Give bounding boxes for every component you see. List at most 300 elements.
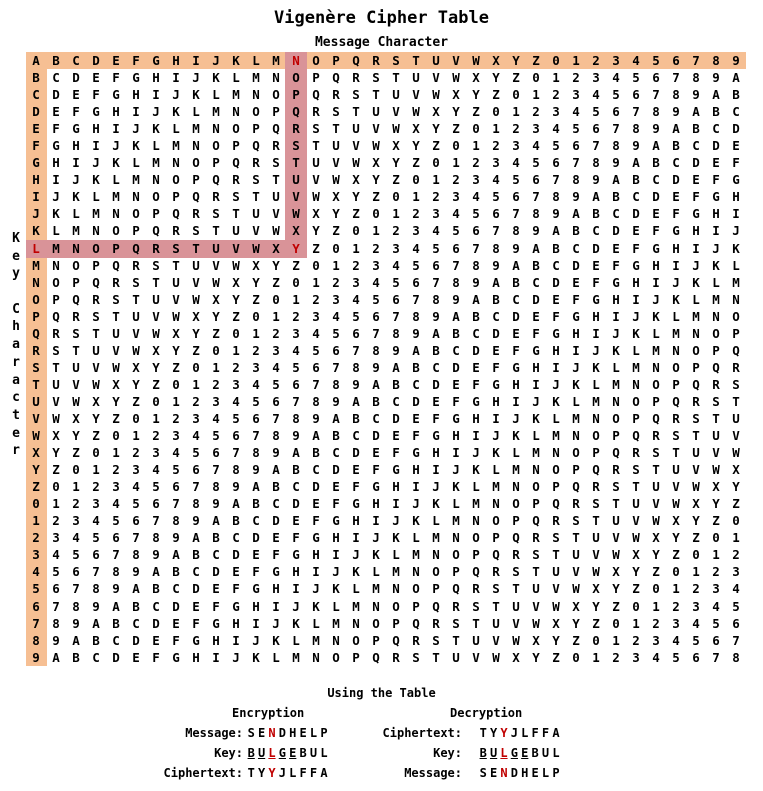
table-cell: I	[52, 172, 60, 188]
table-cell: G	[172, 649, 180, 665]
table-cell: 3	[552, 104, 560, 120]
table-cell: T	[432, 649, 440, 665]
table-cell: 0	[712, 530, 720, 546]
table-cell: 0	[232, 325, 240, 341]
table-cell: E	[512, 325, 520, 341]
table-cell: 2	[132, 445, 140, 461]
table-cell: Q	[652, 410, 660, 426]
table-cell: H	[712, 206, 720, 222]
table-cell: U	[232, 223, 240, 239]
table-cell: C	[552, 257, 560, 273]
table-cell: M	[52, 240, 60, 256]
table-cell: 4	[172, 445, 180, 461]
table-cell: W	[92, 376, 100, 392]
table-cell: 1	[692, 564, 700, 580]
table-cell: 1	[392, 206, 400, 222]
table-cell: 6	[452, 240, 460, 256]
chart-title: Vigenère Cipher Table	[274, 8, 489, 28]
table-cell: 1	[672, 581, 680, 597]
table-cell: Y	[532, 649, 540, 665]
key-header-cell: 1	[32, 513, 40, 529]
table-cell: 6	[292, 376, 300, 392]
table-cell: B	[612, 189, 620, 205]
table-cell: W	[52, 410, 60, 426]
table-cell: I	[352, 530, 360, 546]
table-cell: 9	[612, 155, 620, 171]
key-header-cell: N	[32, 274, 40, 290]
table-cell: O	[92, 240, 100, 256]
table-cell: 8	[632, 121, 640, 137]
sequence-letter: S	[479, 766, 487, 780]
table-cell: Z	[452, 121, 460, 137]
table-cell: P	[472, 547, 480, 563]
table-cell: A	[192, 530, 200, 546]
table-cell: P	[612, 428, 620, 444]
table-cell: T	[732, 393, 740, 409]
sequence-letter: D	[510, 766, 518, 780]
sequence-letter: B	[299, 746, 307, 760]
table-cell: I	[92, 138, 100, 154]
table-cell: P	[272, 104, 280, 120]
table-cell: T	[212, 223, 220, 239]
table-cell: 6	[112, 530, 120, 546]
table-cell: O	[112, 223, 120, 239]
table-cell: P	[52, 291, 60, 307]
sequence-letter: T	[247, 766, 255, 780]
table-cell: G	[452, 410, 460, 426]
table-cell: 1	[212, 359, 220, 375]
table-cell: Z	[192, 342, 200, 358]
table-cell: 0	[172, 376, 180, 392]
table-cell: 2	[612, 649, 620, 665]
table-cell: 0	[632, 598, 640, 614]
table-cell: 5	[292, 359, 300, 375]
table-cell: W	[712, 462, 720, 478]
table-cell: Y	[92, 410, 100, 426]
table-cell: R	[632, 445, 640, 461]
table-cell: C	[52, 70, 60, 86]
table-cell: J	[492, 428, 500, 444]
table-cell: G	[412, 445, 420, 461]
table-cell: 7	[132, 530, 140, 546]
table-cell: M	[652, 342, 660, 358]
table-cell: D	[252, 530, 260, 546]
table-cell: C	[572, 240, 580, 256]
table-cell: X	[232, 274, 240, 290]
table-cell: A	[472, 291, 480, 307]
table-cell: 7	[52, 598, 60, 614]
table-cell: C	[412, 376, 420, 392]
table-cell: 2	[632, 632, 640, 648]
table-cell: 1	[612, 632, 620, 648]
table-cell: 3	[232, 376, 240, 392]
key-header-cell: Q	[32, 325, 40, 341]
table-cell: I	[172, 70, 180, 86]
table-cell: J	[732, 223, 740, 239]
table-cell: 9	[412, 325, 420, 341]
table-cell: I	[152, 87, 160, 103]
table-cell: D	[732, 121, 740, 137]
sequence-letter: E	[489, 766, 498, 780]
table-cell: K	[352, 564, 360, 580]
table-cell: H	[732, 189, 740, 205]
table-cell: D	[172, 598, 180, 614]
table-cell: R	[492, 564, 500, 580]
table-cell: 3	[352, 274, 360, 290]
key-header-cell: B	[32, 70, 40, 86]
table-cell: G	[192, 632, 200, 648]
table-cell: E	[252, 547, 260, 563]
key-header-cell: W	[32, 428, 40, 444]
table-cell: M	[292, 649, 300, 665]
table-cell: D	[52, 87, 60, 103]
table-cell: H	[592, 308, 600, 324]
table-cell: V	[632, 513, 640, 529]
table-cell: I	[512, 393, 520, 409]
table-cell: 9	[252, 462, 260, 478]
table-cell: Y	[332, 206, 340, 222]
table-cell: N	[472, 513, 480, 529]
table-cell: Y	[572, 615, 580, 631]
table-cell: R	[212, 189, 220, 205]
table-cell: W	[452, 70, 460, 86]
table-cell: O	[72, 257, 80, 273]
table-cell: 7	[532, 189, 540, 205]
table-cell: B	[512, 274, 520, 290]
message-header-cell: L	[252, 53, 260, 68]
table-cell: E	[672, 189, 680, 205]
table-cell: 8	[452, 274, 460, 290]
table-cell: B	[132, 598, 140, 614]
table-cell: B	[192, 547, 200, 563]
table-cell: A	[272, 462, 280, 478]
table-cell: U	[452, 649, 460, 665]
table-cell: I	[612, 308, 620, 324]
table-cell: Z	[252, 291, 260, 307]
table-cell: T	[472, 615, 480, 631]
table-cell: E	[232, 564, 240, 580]
table-cell: A	[532, 240, 540, 256]
table-cell: A	[672, 121, 680, 137]
table-cell: R	[692, 393, 700, 409]
table-cell: 4	[132, 479, 140, 495]
table-cell: 2	[292, 308, 300, 324]
table-cell: 3	[472, 172, 480, 188]
table-cell: R	[392, 649, 400, 665]
table-cell: T	[332, 121, 340, 137]
table-cell: P	[212, 155, 220, 171]
message-header-cell: 6	[672, 53, 680, 68]
table-cell: G	[232, 598, 240, 614]
table-cell: W	[512, 632, 520, 648]
table-cell: 5	[592, 104, 600, 120]
table-cell: 2	[272, 325, 280, 341]
table-cell: C	[232, 530, 240, 546]
table-cell: 5	[152, 479, 160, 495]
table-cell: C	[392, 393, 400, 409]
table-cell: W	[672, 496, 680, 512]
table-cell: A	[72, 632, 80, 648]
table-cell: T	[452, 632, 460, 648]
table-cell: R	[452, 598, 460, 614]
table-cell: F	[712, 172, 720, 188]
table-cell: S	[352, 87, 360, 103]
table-cell: 9	[232, 479, 240, 495]
table-cell: L	[112, 172, 120, 188]
table-cell: O	[712, 325, 720, 341]
table-cell: E	[132, 649, 140, 665]
table-cell: V	[332, 155, 340, 171]
table-cell: I	[112, 121, 120, 137]
table-cell: P	[172, 189, 180, 205]
table-cell: 5	[692, 632, 700, 648]
table-cell: O	[352, 632, 360, 648]
table-cell: K	[532, 410, 540, 426]
table-cell: H	[252, 598, 260, 614]
table-cell: R	[652, 428, 660, 444]
table-cell: H	[292, 564, 300, 580]
table-cell: 2	[152, 428, 160, 444]
message-header-cell: U	[432, 53, 440, 68]
table-cell: S	[312, 121, 320, 137]
table-cell: D	[472, 342, 480, 358]
table-cell: 2	[372, 240, 380, 256]
table-cell: V	[432, 70, 440, 86]
table-cell: B	[252, 496, 260, 512]
table-cell: Y	[372, 172, 380, 188]
table-cell: R	[612, 462, 620, 478]
table-cell: Z	[112, 410, 120, 426]
table-cell: 8	[652, 104, 660, 120]
table-cell: U	[252, 206, 260, 222]
table-cell: N	[732, 291, 740, 307]
table-cell: 7	[232, 445, 240, 461]
table-cell: K	[492, 445, 500, 461]
table-cell: N	[712, 308, 720, 324]
table-cell: U	[52, 376, 60, 392]
table-cell: U	[392, 87, 400, 103]
table-cell: F	[492, 359, 500, 375]
table-cell: I	[132, 104, 140, 120]
table-cell: O	[232, 121, 240, 137]
message-header-cell: X	[492, 53, 500, 68]
table-cell: R	[132, 257, 140, 273]
table-cell: U	[352, 121, 360, 137]
table-cell: E	[212, 581, 220, 597]
table-cell: A	[712, 87, 720, 103]
table-cell: E	[592, 257, 600, 273]
table-cell: 9	[592, 172, 600, 188]
table-cell: K	[672, 291, 680, 307]
table-cell: 8	[292, 410, 300, 426]
dec-key-value	[478, 746, 561, 760]
table-cell: O	[592, 428, 600, 444]
table-cell: Z	[232, 308, 240, 324]
table-cell: L	[452, 496, 460, 512]
table-cell: V	[732, 428, 740, 444]
table-cell: V	[472, 649, 480, 665]
key-header-cell: 6	[32, 598, 40, 614]
table-cell: A	[152, 564, 160, 580]
message-header-cell: C	[72, 53, 80, 68]
table-cell: 9	[512, 240, 520, 256]
table-cell: 6	[92, 547, 100, 563]
table-cell: 1	[652, 598, 660, 614]
table-cell: 3	[592, 70, 600, 86]
table-cell: 9	[392, 342, 400, 358]
table-cell: M	[352, 598, 360, 614]
table-cell: N	[432, 547, 440, 563]
table-cell: 1	[272, 308, 280, 324]
table-cell: 9	[552, 206, 560, 222]
table-cell: 5	[572, 121, 580, 137]
table-cell: A	[112, 598, 120, 614]
table-cell: E	[332, 479, 340, 495]
table-cell: T	[632, 479, 640, 495]
table-cell: 8	[352, 359, 360, 375]
table-cell: Y	[272, 257, 280, 273]
table-cell: D	[392, 410, 400, 426]
table-cell: P	[232, 138, 240, 154]
table-cell: G	[272, 564, 280, 580]
sequence-letter: F	[541, 726, 550, 740]
table-cell: 9	[172, 530, 180, 546]
table-cell: D	[312, 479, 320, 495]
table-cell: R	[472, 581, 480, 597]
table-cell: F	[152, 649, 160, 665]
table-cell: A	[692, 104, 700, 120]
table-cell: S	[712, 393, 720, 409]
table-cell: X	[292, 223, 300, 239]
table-cell: U	[272, 189, 280, 205]
table-cell: 9	[712, 70, 720, 86]
table-cell: U	[112, 325, 120, 341]
table-cell: L	[612, 359, 620, 375]
table-cell: S	[212, 206, 220, 222]
table-cell: V	[232, 240, 240, 256]
table-cell: P	[452, 564, 460, 580]
table-cell: T	[592, 513, 600, 529]
table-cell: X	[692, 496, 700, 512]
table-cell: R	[292, 121, 300, 137]
key-header-cell: 8	[32, 632, 40, 648]
table-cell: P	[532, 496, 540, 512]
message-header-cell: Y	[512, 53, 520, 68]
table-cell: Z	[412, 155, 420, 171]
sequence-letter: L	[320, 746, 328, 760]
table-cell: 6	[272, 393, 280, 409]
table-cell: Y	[312, 223, 320, 239]
table-cell: H	[692, 223, 700, 239]
sequence-letter: J	[510, 726, 518, 740]
table-cell: O	[152, 189, 160, 205]
table-cell: S	[292, 138, 300, 154]
table-cell: V	[412, 87, 420, 103]
table-cell: S	[252, 172, 260, 188]
table-cell: 2	[672, 598, 680, 614]
sequence-letter: E	[299, 726, 307, 740]
table-cell: V	[72, 376, 80, 392]
table-cell: 4	[192, 428, 200, 444]
table-cell: N	[372, 598, 380, 614]
table-cell: A	[352, 393, 360, 409]
table-cell: D	[212, 564, 220, 580]
table-cell: Z	[152, 376, 160, 392]
table-cell: F	[312, 513, 320, 529]
key-header-cell: 9	[32, 649, 40, 665]
table-cell: M	[372, 581, 380, 597]
table-cell: W	[172, 308, 180, 324]
table-cell: V	[532, 598, 540, 614]
key-header-cell: H	[32, 172, 40, 188]
message-header-cell: V	[452, 53, 460, 68]
table-cell: Z	[612, 598, 620, 614]
table-cell: Y	[192, 325, 200, 341]
table-cell: Y	[632, 564, 640, 580]
table-cell: T	[112, 308, 120, 324]
table-cell: P	[492, 530, 500, 546]
table-cell: W	[152, 325, 160, 341]
table-cell: 7	[492, 223, 500, 239]
table-cell: N	[332, 632, 340, 648]
table-cell: I	[332, 547, 340, 563]
table-cell: W	[432, 87, 440, 103]
table-cell: E	[272, 530, 280, 546]
table-cell: H	[52, 155, 60, 171]
table-cell: J	[52, 189, 60, 205]
table-cell: 9	[432, 308, 440, 324]
table-cell: K	[372, 547, 380, 563]
table-cell: A	[92, 615, 100, 631]
table-cell: J	[472, 445, 480, 461]
table-cell: D	[332, 462, 340, 478]
table-cell: L	[212, 87, 220, 103]
table-cell: D	[672, 172, 680, 188]
table-cell: S	[452, 615, 460, 631]
table-cell: A	[292, 445, 300, 461]
table-cell: F	[472, 376, 480, 392]
table-cell: N	[232, 104, 240, 120]
table-cell: H	[552, 342, 560, 358]
table-cell: I	[312, 564, 320, 580]
message-header-cell: H	[172, 53, 180, 68]
table-cell: H	[312, 547, 320, 563]
dec-ciphertext-value	[478, 726, 561, 740]
sequence-letter: H	[289, 726, 297, 740]
table-cell: Q	[712, 359, 720, 375]
table-cell: 2	[652, 615, 660, 631]
table-cell: 1	[512, 104, 520, 120]
table-cell: 3	[192, 410, 200, 426]
table-cell: B	[552, 240, 560, 256]
table-cell: I	[72, 155, 80, 171]
table-cell: Q	[132, 240, 140, 256]
table-cell: V	[352, 138, 360, 154]
table-cell: 3	[632, 649, 640, 665]
table-cell: E	[692, 172, 700, 188]
table-cell: 1	[132, 428, 140, 444]
table-cell: T	[492, 598, 500, 614]
table-cell: Z	[372, 189, 380, 205]
key-header-cell: M	[32, 257, 40, 273]
table-cell: T	[252, 189, 260, 205]
table-cell: W	[692, 479, 700, 495]
table-cell: S	[612, 479, 620, 495]
table-cell: J	[452, 462, 460, 478]
table-cell: N	[532, 462, 540, 478]
table-cell: P	[712, 342, 720, 358]
table-cell: 9	[152, 547, 160, 563]
